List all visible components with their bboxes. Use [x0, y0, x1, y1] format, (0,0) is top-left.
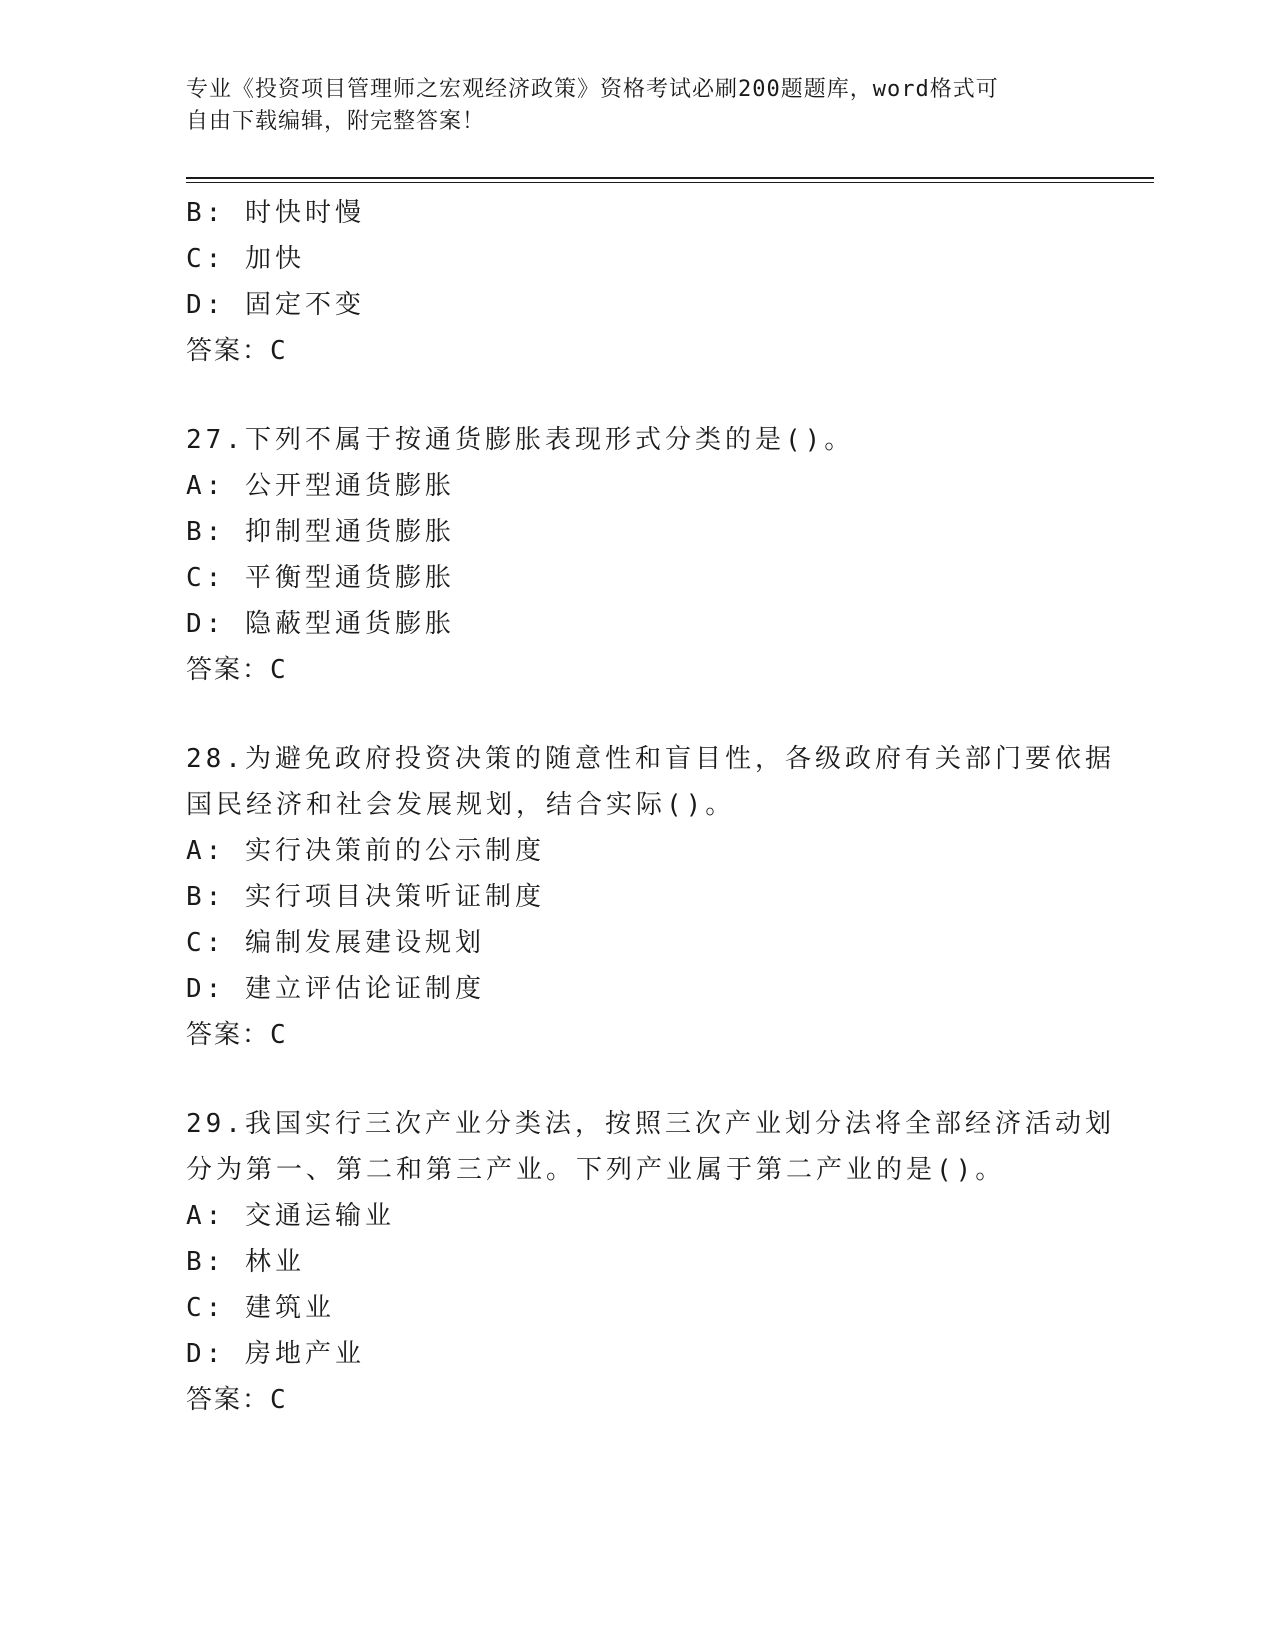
- spacer: [186, 693, 1086, 736]
- option-c: C: 平衡型通货膨胀: [186, 563, 455, 593]
- option-b: B: 林业: [186, 1247, 305, 1277]
- header-line-2: 自由下载编辑，附完整答案！: [186, 109, 486, 134]
- spacer: [186, 374, 1086, 417]
- option-b: B: 时快时慢: [186, 198, 365, 228]
- option-c: C: 加快: [186, 244, 305, 274]
- option-c: C: 编制发展建设规划: [186, 928, 485, 958]
- answer-line: 答案：C: [186, 1385, 288, 1415]
- question-text-line-2: 国民经济和社会发展规划，结合实际()。: [186, 790, 736, 820]
- question-text-line-1: 29.我国实行三次产业分类法，按照三次产业划分法将全部经济活动划: [186, 1109, 1115, 1139]
- document-header: [186, 74, 1066, 138]
- option-d: D: 房地产业: [186, 1339, 365, 1369]
- option-a: A: 公开型通货膨胀: [186, 471, 455, 501]
- question-27: [186, 417, 1086, 693]
- question-list: [186, 190, 1115, 1423]
- answer-line: 答案：C: [186, 1020, 288, 1050]
- option-d: D: 固定不变: [186, 290, 365, 320]
- question-29: [186, 1101, 1115, 1423]
- question-28: [186, 736, 1115, 1058]
- header-divider-thin: [186, 182, 1154, 183]
- option-d: D: 隐蔽型通货膨胀: [186, 609, 455, 639]
- question-carryover: [186, 190, 1086, 374]
- spacer: [186, 1058, 1086, 1101]
- header-line-1: 专业《投资项目管理师之宏观经济政策》资格考试必刷200题题库，word格式可: [186, 77, 999, 102]
- question-text-line-2: 分为第一、第二和第三产业。下列产业属于第二产业的是()。: [186, 1155, 1006, 1185]
- question-text-line-1: 28.为避免政府投资决策的随意性和盲目性，各级政府有关部门要依据: [186, 744, 1115, 774]
- header-divider-thick: [186, 177, 1154, 179]
- option-b: B: 抑制型通货膨胀: [186, 517, 455, 547]
- answer-line: 答案：C: [186, 655, 288, 685]
- question-text: 27.下列不属于按通货膨胀表现形式分类的是()。: [186, 425, 855, 455]
- option-c: C: 建筑业: [186, 1293, 335, 1323]
- answer-line: 答案：C: [186, 336, 288, 366]
- option-b: B: 实行项目决策听证制度: [186, 882, 545, 912]
- option-a: A: 实行决策前的公示制度: [186, 836, 545, 866]
- option-a: A: 交通运输业: [186, 1201, 395, 1231]
- option-d: D: 建立评估论证制度: [186, 974, 485, 1004]
